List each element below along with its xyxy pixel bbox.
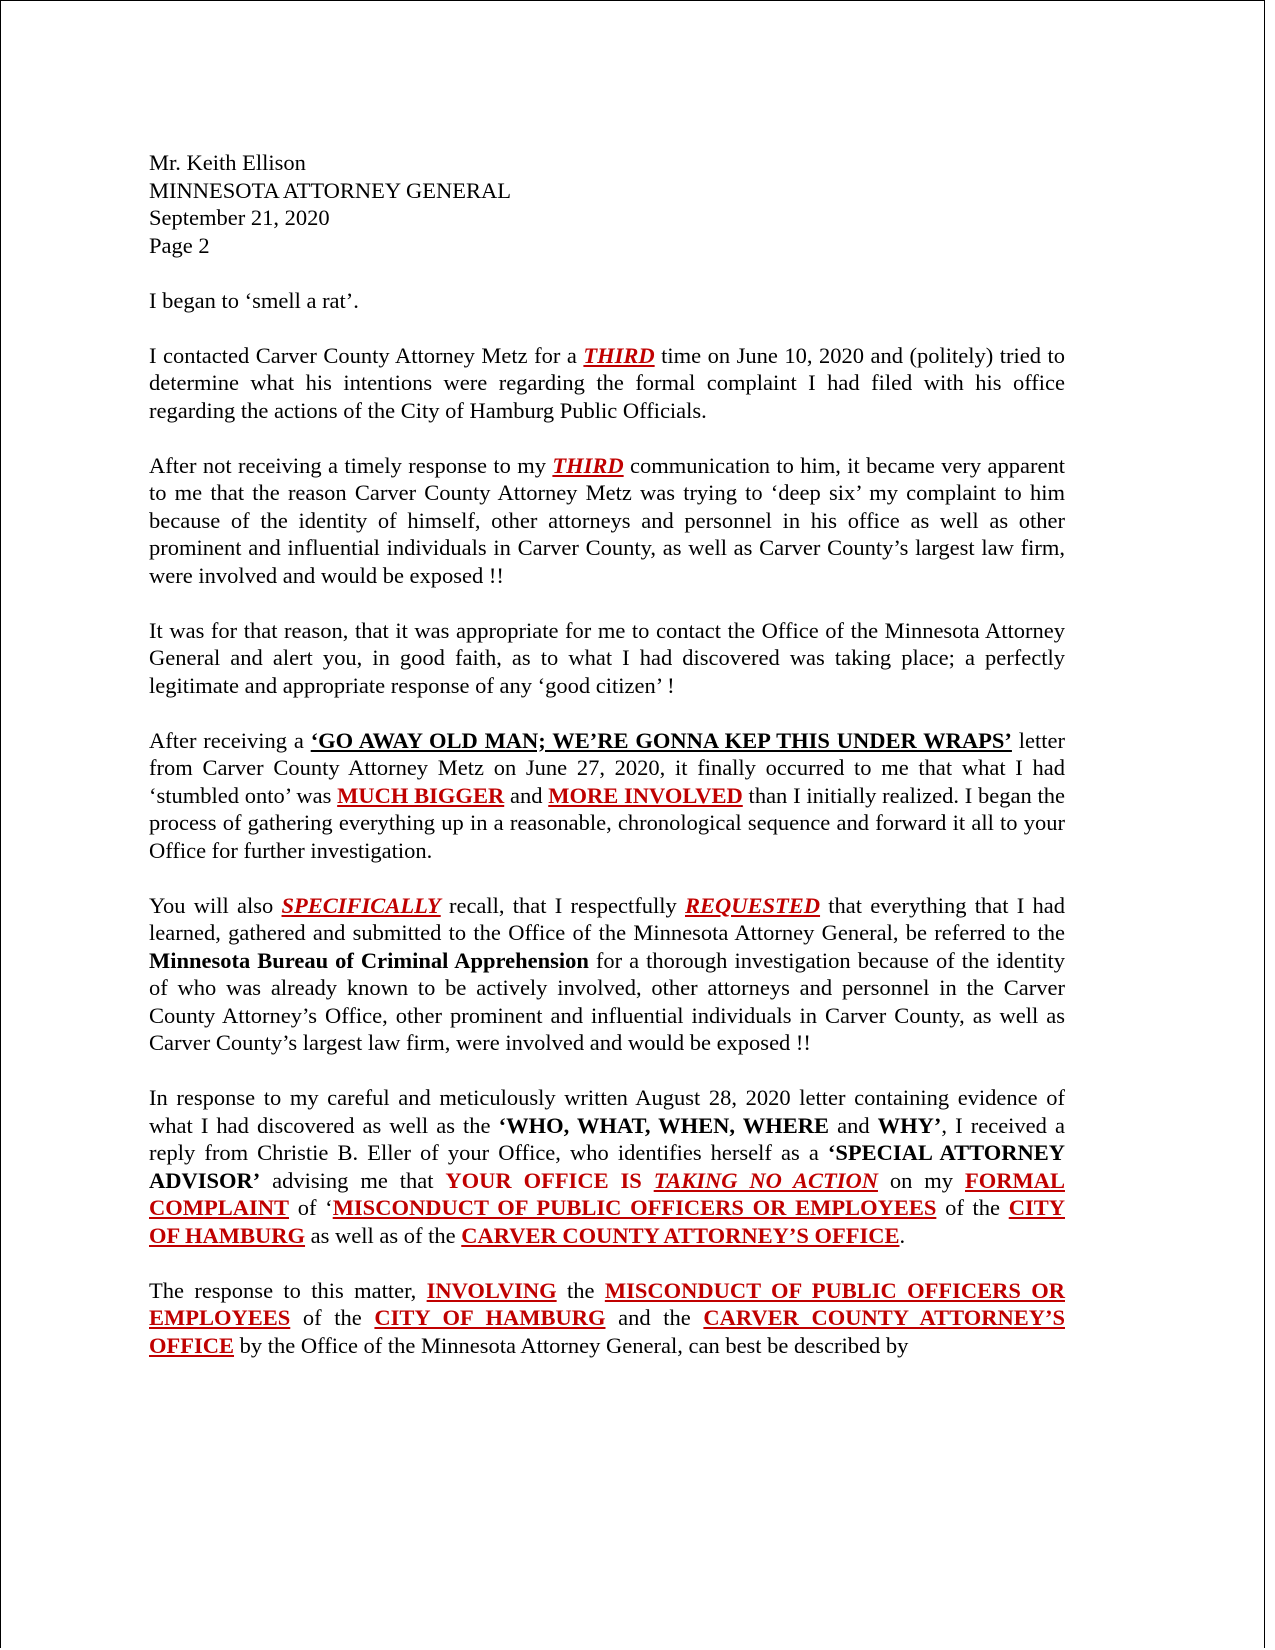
text: as well as of the (305, 1222, 462, 1248)
text: of the (936, 1195, 1009, 1220)
text: communication to him, it became very apparent to me that the reason Carver County Attorney Metz was trying to ‘deep six’ my complaint to him because of the identity of himself, other attorneys and personnel in his office as well as other prominent and influential individuals in Carver County, as well as Carver County’s largest law firm, were involved and would be exposed !! (149, 452, 1066, 588)
emphasis-quote: ‘GO AWAY OLD MAN; WE’RE GONNA KEP THIS UNDER WRAPS’ (310, 727, 1012, 753)
text: In response to my careful and meticulously written August 28, 2020 letter containing evidence of what I had discovered as well as the (149, 1085, 1065, 1138)
emphasis-who-what: ‘WHO, WHAT, WHEN, WHERE (498, 1112, 829, 1138)
emphasis-misconduct: MISCONDUCT OF PUBLIC OFFICERS OR EMPLOYEES (332, 1195, 937, 1220)
emphasis-formal-complaint: FORMAL COMPLAINT (149, 1167, 1065, 1220)
text: that everything that I had learned, gathered and submitted to the Office of the Minnesota Attorney General, be referred to the (149, 892, 1065, 945)
text: . (899, 1222, 906, 1248)
paragraph-7 (149, 1084, 1065, 1249)
emphasis-much-bigger: MUCH BIGGER (337, 782, 505, 808)
emphasis-involving: INVOLVING (426, 1277, 557, 1303)
text: for a thorough investigation because of the identity of who was already known to be actively involved, other attorneys and personnel in the Carver County Attorney’s Office, other prominent and influential individuals in Carver County, as well as Carver County’s largest law firm, were involved and would be exposed !! (149, 947, 1065, 1055)
text: of ‘ (289, 1195, 333, 1220)
emphasis-misconduct: MISCONDUCT OF PUBLIC OFFICERS OR EMPLOYEES (149, 1277, 1065, 1330)
text: I contacted Carver County Attorney Metz for a (149, 342, 584, 368)
emphasis-requested: REQUESTED (685, 892, 821, 918)
letter-body (149, 149, 1065, 1387)
emphasis-your-office: YOUR OFFICE IS (445, 1167, 654, 1193)
text: and the (605, 1305, 704, 1330)
text: time on June 10, 2020 and (politely) tried to determine what his intentions were regarding the formal complaint I had filed with his office regarding the actions of the City of Hamburg Public Officials. (149, 342, 1065, 423)
paragraph-3 (149, 452, 1065, 590)
text: by the Office of the Minnesota Attorney General, can best be described by (234, 1332, 909, 1358)
text: of the (290, 1305, 375, 1330)
text: After not receiving a timely response to my (149, 452, 553, 478)
text: and (504, 782, 549, 808)
emphasis-bca: Minnesota Bureau of Criminal Apprehension (149, 947, 589, 973)
paragraph-1: I began to ‘smell a rat’. (149, 287, 359, 313)
text: , I received a reply from Christie B. Eller of your Office, who identifies herself as a (149, 1112, 1065, 1165)
page-number: Page 2 (149, 232, 210, 258)
emphasis-no-action: TAKING NO ACTION (653, 1167, 878, 1193)
recipient-name: Mr. Keith Ellison (149, 150, 306, 175)
recipient-office: MINNESOTA ATTORNEY GENERAL (149, 177, 511, 203)
text: than I initially realized. I began the process of gathering everything up in a reasonable, chronological sequence and forward it all to your Office for further investigation. (149, 782, 1065, 863)
paragraph-8 (149, 1277, 1065, 1360)
emphasis-county-office: CARVER COUNTY ATTORNEY’S OFFICE (461, 1222, 900, 1248)
emphasis-third: THIRD (583, 342, 655, 368)
emphasis-more-involved: MORE INVOLVED (548, 782, 743, 808)
text: and (829, 1112, 878, 1138)
letter-header (149, 149, 1065, 259)
letter-date: September 21, 2020 (149, 205, 330, 230)
text: letter from Carver County Attorney Metz on June 27, 2020, it finally occurred to me that what I had ‘stumbled onto’ was (149, 727, 1065, 808)
emphasis-why: WHY’ (877, 1112, 942, 1138)
emphasis-city-hamburg: CITY OF HAMBURG (374, 1305, 606, 1330)
text: on my (877, 1167, 965, 1193)
paragraph-5 (149, 727, 1065, 865)
emphasis-city-hamburg: CITY OF HAMBURG (149, 1195, 1065, 1248)
paragraph-2 (149, 342, 1065, 425)
emphasis-special-advisor: ‘SPECIAL ATTORNEY ADVISOR’ (149, 1140, 1065, 1193)
text: advising me that (260, 1167, 446, 1193)
text: The response to this matter, (149, 1277, 427, 1303)
text: After receiving a (149, 727, 311, 753)
text: You will also (149, 892, 282, 918)
emphasis-county-office: CARVER COUNTY ATTORNEY’S OFFICE (149, 1305, 1065, 1358)
text: recall, that I respectfully (440, 892, 685, 918)
emphasis-third: THIRD (552, 452, 624, 478)
paragraph-6 (149, 892, 1065, 1057)
paragraph-4: It was for that reason, that it was appropriate for me to contact the Office of the Minnesota Attorney General and alert you, in good faith, as to what I had discovered was taking place; a perfectly legitimate and appropriate response of any ‘good citizen’ ! (149, 617, 1065, 698)
text: the (556, 1277, 605, 1303)
emphasis-specifically: SPECIFICALLY (281, 892, 441, 918)
